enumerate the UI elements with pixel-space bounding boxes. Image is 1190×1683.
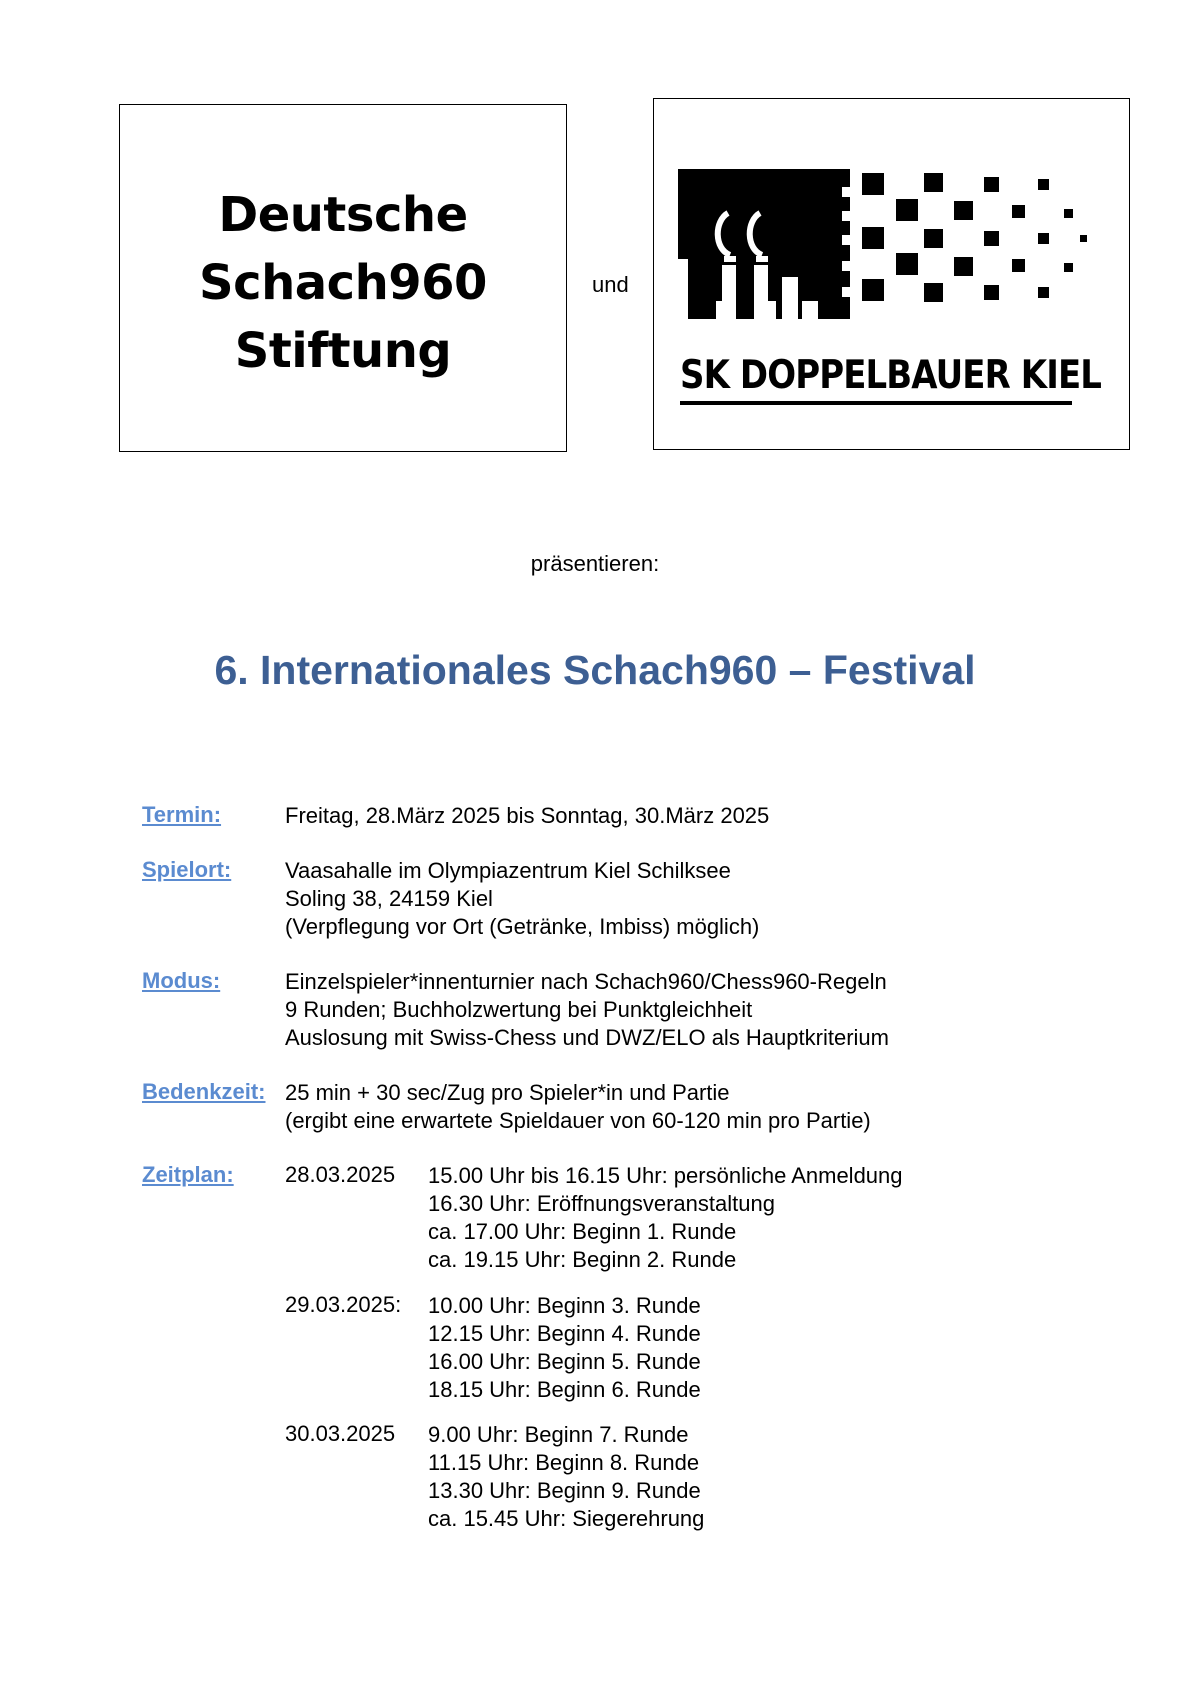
spielort-line: (Verpflegung vor Ort (Getränke, Imbiss) möglich) — [285, 914, 760, 939]
label-modus: Modus: — [142, 968, 221, 993]
termin-line: Freitag, 28.März 2025 bis Sonntag, 30.März 2025 — [285, 803, 770, 828]
modus-line: Auslosung mit Swiss-Chess und DWZ/ELO als Hauptkriterium — [285, 1025, 889, 1050]
label-bedenkzeit: Bedenkzeit: — [142, 1079, 266, 1104]
schedule-item: ca. 19.15 Uhr: Beginn 2. Runde — [428, 1247, 737, 1272]
schedule-day-items — [428, 1421, 704, 1533]
schedule-date: 30.03.2025 — [285, 1421, 396, 1446]
club-name: SK DOPPELBAUER KIEL — [680, 353, 1102, 398]
schedule-date: 29.03.2025: — [285, 1292, 402, 1317]
club-underline — [680, 401, 1072, 405]
spielort-value — [285, 857, 759, 941]
bedenkzeit-value — [285, 1079, 871, 1135]
label-termin: Termin: — [142, 802, 222, 827]
schedule-item: 15.00 Uhr bis 16.15 Uhr: persönliche Anmeldung — [428, 1163, 903, 1188]
label-spielort: Spielort: — [142, 857, 232, 882]
schedule-item: 9.00 Uhr: Beginn 7. Runde — [428, 1422, 689, 1447]
schedule-item: 10.00 Uhr: Beginn 3. Runde — [428, 1293, 701, 1318]
spielort-line: Soling 38, 24159 Kiel — [285, 886, 493, 911]
chess-pawns-checkerboard-icon — [678, 169, 1098, 339]
foundation-logo-box — [119, 104, 567, 452]
event-title: 6. Internationales Schach960 – Festival — [214, 647, 976, 693]
schedule-item: 13.30 Uhr: Beginn 9. Runde — [428, 1478, 701, 1503]
modus-line: 9 Runden; Buchholzwertung bei Punktgleichheit — [285, 997, 753, 1022]
schedule-day-items — [428, 1292, 701, 1404]
bedenkzeit-line: 25 min + 30 sec/Zug pro Spieler*in und Partie — [285, 1080, 730, 1105]
connector-text: und — [592, 272, 629, 297]
schedule-date: 28.03.2025 — [285, 1162, 396, 1187]
foundation-name-line: Stiftung — [234, 323, 452, 379]
schedule-item: ca. 17.00 Uhr: Beginn 1. Runde — [428, 1219, 737, 1244]
label-zeitplan: Zeitplan: — [142, 1162, 234, 1187]
modus-line: Einzelspieler*innenturnier nach Schach960/Chess960-Regeln — [285, 969, 887, 994]
club-logo-box — [653, 98, 1130, 450]
presents-text: präsentieren: — [530, 551, 660, 576]
foundation-name — [120, 181, 566, 385]
schedule-item: 11.15 Uhr: Beginn 8. Runde — [428, 1450, 700, 1475]
modus-value — [285, 968, 889, 1052]
schedule-item: 18.15 Uhr: Beginn 6. Runde — [428, 1377, 701, 1402]
foundation-name-line: Schach960 — [199, 255, 487, 311]
bedenkzeit-line: (ergibt eine erwartete Spieldauer von 60-120 min pro Partie) — [285, 1108, 871, 1133]
schedule-item: 16.30 Uhr: Eröffnungsveranstaltung — [428, 1191, 775, 1216]
schedule-item: ca. 15.45 Uhr: Siegerehrung — [428, 1506, 705, 1531]
foundation-name-line: Deutsche — [218, 187, 468, 243]
schedule-item: 16.00 Uhr: Beginn 5. Runde — [428, 1349, 701, 1374]
spielort-line: Vaasahalle im Olympiazentrum Kiel Schilksee — [285, 858, 731, 883]
schedule-item: 12.15 Uhr: Beginn 4. Runde — [428, 1321, 701, 1346]
schedule-day-items — [428, 1162, 903, 1274]
termin-value — [285, 802, 769, 830]
